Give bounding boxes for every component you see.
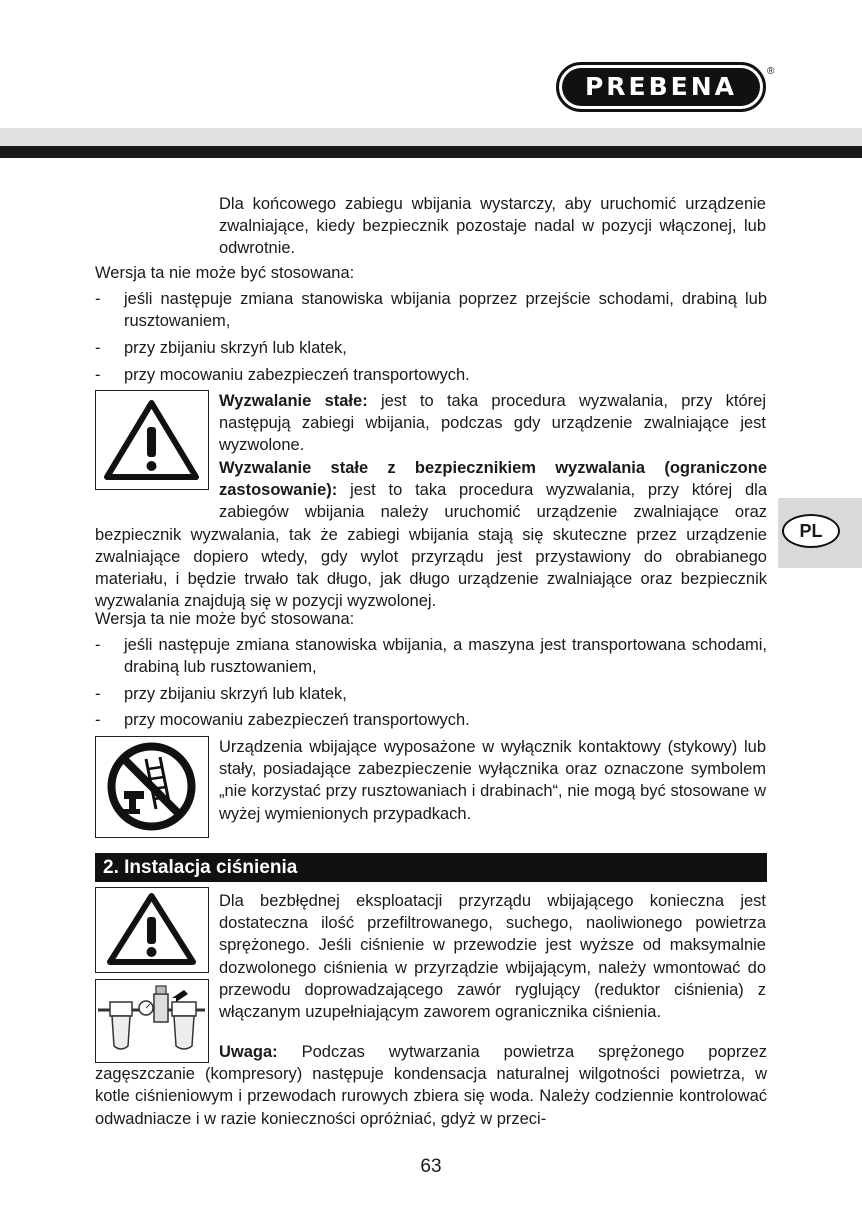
language-tab-label: PL <box>782 514 840 548</box>
list1-item: przy mocowaniu zabezpieczeń transportowych. <box>124 366 470 384</box>
trigger-safety-paragraph <box>95 457 767 612</box>
prebena-logo <box>556 62 766 112</box>
term-trigger-permanent: Wyzwalanie stałe: <box>219 392 368 410</box>
list1-item: przy zbijaniu skrzyń lub klatek, <box>124 339 347 357</box>
section-heading: 2. Instalacja ciśnienia <box>95 853 767 882</box>
header-black-band <box>0 146 862 158</box>
list2-title: Wersja ta nie może być stosowana: <box>95 610 355 628</box>
prohibition-paragraph: Urządzenia wbijające wyposażone w wyłącznik kontaktowy (stykowy) lub stały, posiadające zabezpieczenie wyłącznika oraz oznaczone symbolem „nie korzystać przy rusztowaniach i drabinach“, nie mogą być stosowane w wyżej wymienionych przypadkach. <box>219 738 766 823</box>
note-paragraph <box>95 1041 767 1130</box>
list2-bullet: - <box>95 636 101 654</box>
compressed-air-paragraph: Dla bezbłędnej eksploatacji przyrządu wbijającego konieczna jest dostateczna ilość przefiltrowanego, suchego, naoliwionego powietrza sprężonego. Jeśli ciśnienie w przewodzie jest wyższe od maksymalnie dozwolonego ciśnienia w przyrządzie wbijającym, należy wmontować do przewodu doprowadzającego zawór ryglujący (reduktor ciśnienia) z włączanym uzupełniającym zaworem ogranicznika ciśnienia. <box>219 892 766 1022</box>
intro-paragraph: Dla końcowego zabiegu wbijania wystarczy, aby uruchomić urządzenie zwalniające, kiedy bezpiecznik pozostaje nadal w pozycji włączonej, lub odwrotnie. <box>219 195 766 258</box>
list2-item: przy mocowaniu zabezpieczeń transportowych. <box>124 711 470 729</box>
warning-icon <box>95 887 209 973</box>
trigger-permanent-text: jest to taka procedura wyzwalania, przy której następują zabiegi wbijania, podczas gdy urządzenie zwalniające jest wyzwolone. <box>219 392 766 455</box>
note-term: Uwaga: <box>219 1043 278 1061</box>
list2-item: przy zbijaniu skrzyń lub klatek, <box>124 685 347 703</box>
term-trigger-safety: Wyzwalanie stałe z bezpiecznikiem wyzwalania (ograniczone zastosowanie): <box>219 459 767 500</box>
trigger-permanent-paragraph <box>219 390 766 457</box>
list2-bullet: - <box>95 711 101 729</box>
list1-bullet: - <box>95 366 101 384</box>
list1-bullet: - <box>95 290 101 308</box>
page-number: 63 <box>420 1156 442 1177</box>
list1-item: jeśli następuje zmiana stanowiska wbijania poprzez przejście schodami, drabiną lub rusztowaniem, <box>124 290 767 331</box>
trigger-safety-text: jest to taka procedura wyzwalania, przy której dla zabiegów wbijania należy uruchomić urządzenie zwalniające oraz bezpiecznik wyzwalania, tak że zabiegi wbijania stają się skuteczne przez urządzenie zwalniające dopiero wtedy, gdy wylot przyrządu jest przystawiony do obrabianego materiału, i będzie trwało tak długo, jak długo urządzenie zwalniające oraz bezpiecznik wyzwalania znajdują się w pozycji wyzwolonej. <box>95 481 767 611</box>
list1-bullet: - <box>95 339 101 357</box>
registered-mark: ® <box>767 66 775 77</box>
list1-title: Wersja ta nie może być stosowana: <box>95 264 355 282</box>
header-gray-band <box>0 128 862 146</box>
list2-item: jeśli następuje zmiana stanowiska wbijania, a maszyna jest transportowana schodami, drabiną lub rusztowaniem, <box>124 636 767 677</box>
list2-bullet: - <box>95 685 101 703</box>
logo-text: PREBENA <box>562 68 760 106</box>
note-text: Podczas wytwarzania powietrza sprężonego poprzez zagęszczanie (kompresory) następuje kondensacja naturalnej wilgotności powietrza, w kotle ciśnieniowym i przewodach rurowych zbiera się woda. Należy codziennie kontrolować odwadniacze i w razie konieczności opróżniać, gdyż w przeci- <box>95 1043 767 1128</box>
no-scaffold-ladder-icon <box>95 736 209 838</box>
